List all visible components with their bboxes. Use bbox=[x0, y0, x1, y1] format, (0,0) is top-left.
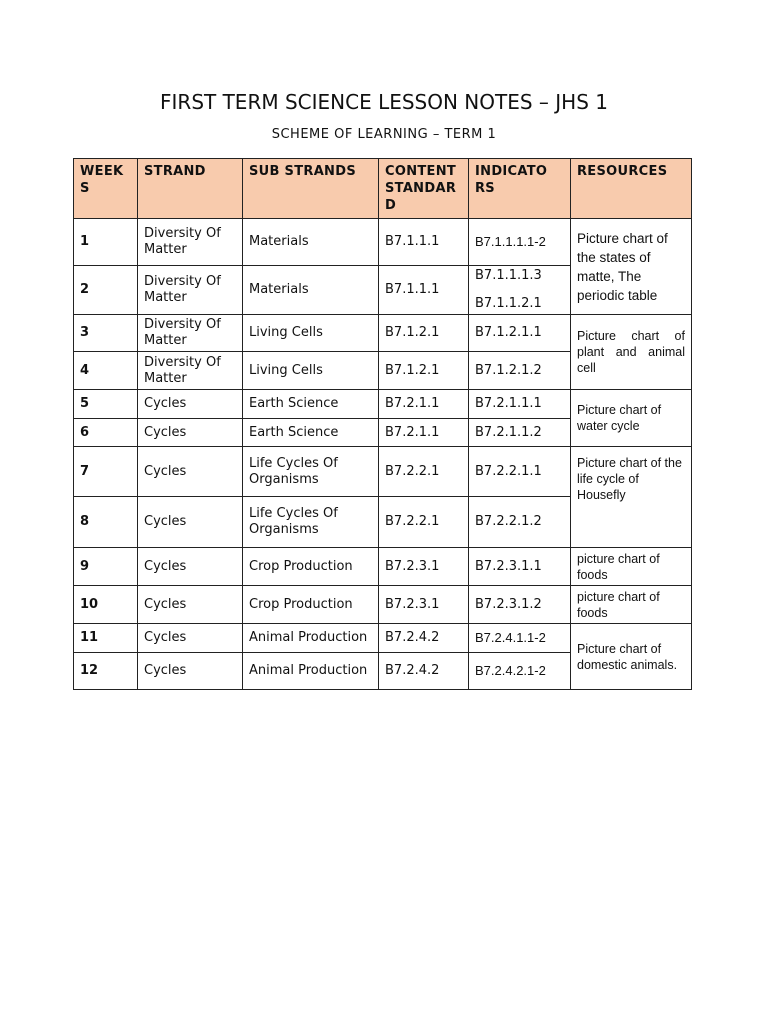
cell-week: 10 bbox=[74, 586, 138, 624]
cell-strand: Cycles bbox=[138, 419, 243, 447]
header-content-standard: CONTENT STANDAR D bbox=[379, 159, 469, 219]
cell-strand: Cycles bbox=[138, 447, 243, 497]
cell-sub-strand: Living Cells bbox=[243, 352, 379, 390]
cell-resources: Picture chart of plant and animal cell bbox=[571, 315, 692, 390]
cell-content-standard: B7.1.1.1 bbox=[379, 266, 469, 315]
cell-indicator: B7.2.2.1.1 bbox=[469, 447, 571, 497]
cell-indicator: B7.2.1.1.2 bbox=[469, 419, 571, 447]
cell-strand: Cycles bbox=[138, 390, 243, 419]
cell-content-standard: B7.2.4.2 bbox=[379, 653, 469, 690]
page-title: FIRST TERM SCIENCE LESSON NOTES – JHS 1 bbox=[160, 90, 608, 114]
cell-week: 5 bbox=[74, 390, 138, 419]
cell-sub-strand: Life Cycles Of Organisms bbox=[243, 497, 379, 548]
cell-strand: Cycles bbox=[138, 586, 243, 624]
cell-indicator: B7.1.2.1.2 bbox=[469, 352, 571, 390]
cell-indicator: B7.2.1.1.1 bbox=[469, 390, 571, 419]
cell-sub-strand: Earth Science bbox=[243, 390, 379, 419]
cell-week: 8 bbox=[74, 497, 138, 548]
cell-week: 7 bbox=[74, 447, 138, 497]
cell-resources: Picture chart of the states of matte, The periodic table bbox=[571, 219, 692, 315]
table-row bbox=[74, 586, 692, 624]
cell-sub-strand: Crop Production bbox=[243, 548, 379, 586]
cell-content-standard: B7.1.2.1 bbox=[379, 315, 469, 352]
cell-week: 11 bbox=[74, 624, 138, 653]
header-strand: STRAND bbox=[138, 159, 243, 219]
cell-strand: Cycles bbox=[138, 548, 243, 586]
cell-strand: Diversity Of Matter bbox=[138, 219, 243, 266]
cell-resources: picture chart of foods bbox=[571, 586, 692, 624]
cell-resources: Picture chart of the life cycle of Housefly bbox=[571, 447, 692, 548]
cell-content-standard: B7.2.1.1 bbox=[379, 390, 469, 419]
cell-strand: Cycles bbox=[138, 653, 243, 690]
indicator-line: B7.1.1.1.3 bbox=[475, 268, 542, 283]
cell-sub-strand: Animal Production bbox=[243, 624, 379, 653]
cell-strand: Diversity Of Matter bbox=[138, 315, 243, 352]
cell-resources: Picture chart of water cycle bbox=[571, 390, 692, 447]
header-resources: RESOURCES bbox=[571, 159, 692, 219]
header-indicators: INDICATO RS bbox=[469, 159, 571, 219]
cell-sub-strand: Materials bbox=[243, 219, 379, 266]
cell-week: 1 bbox=[74, 219, 138, 266]
cell-strand: Diversity Of Matter bbox=[138, 352, 243, 390]
cell-resources: Picture chart of domestic animals. bbox=[571, 624, 692, 690]
cell-week: 12 bbox=[74, 653, 138, 690]
header-sub-strands: SUB STRANDS bbox=[243, 159, 379, 219]
table-row bbox=[74, 447, 692, 497]
table-header-row bbox=[74, 159, 692, 219]
cell-sub-strand: Crop Production bbox=[243, 586, 379, 624]
cell-content-standard: B7.2.3.1 bbox=[379, 586, 469, 624]
cell-strand: Diversity Of Matter bbox=[138, 266, 243, 315]
table-row bbox=[74, 548, 692, 586]
cell-week: 9 bbox=[74, 548, 138, 586]
cell-indicator: B7.2.2.1.2 bbox=[469, 497, 571, 548]
table-row bbox=[74, 219, 692, 266]
indicator-line: B7.1.1.2.1 bbox=[475, 296, 542, 311]
cell-week: 4 bbox=[74, 352, 138, 390]
cell-content-standard: B7.2.2.1 bbox=[379, 447, 469, 497]
cell-indicator: B7.2.4.1.1-2 bbox=[469, 624, 571, 653]
cell-indicator bbox=[469, 266, 571, 315]
cell-indicator: B7.1.1.1.1-2 bbox=[469, 219, 571, 266]
scheme-of-learning-table bbox=[73, 158, 692, 690]
cell-sub-strand: Animal Production bbox=[243, 653, 379, 690]
cell-indicator: B7.2.3.1.2 bbox=[469, 586, 571, 624]
cell-content-standard: B7.2.3.1 bbox=[379, 548, 469, 586]
cell-sub-strand: Life Cycles Of Organisms bbox=[243, 447, 379, 497]
cell-content-standard: B7.2.2.1 bbox=[379, 497, 469, 548]
cell-week: 3 bbox=[74, 315, 138, 352]
cell-week: 2 bbox=[74, 266, 138, 315]
cell-content-standard: B7.2.4.2 bbox=[379, 624, 469, 653]
cell-content-standard: B7.1.2.1 bbox=[379, 352, 469, 390]
cell-indicator: B7.2.4.2.1-2 bbox=[469, 653, 571, 690]
cell-sub-strand: Earth Science bbox=[243, 419, 379, 447]
cell-content-standard: B7.2.1.1 bbox=[379, 419, 469, 447]
cell-resources: picture chart of foods bbox=[571, 548, 692, 586]
cell-strand: Cycles bbox=[138, 624, 243, 653]
cell-content-standard: B7.1.1.1 bbox=[379, 219, 469, 266]
cell-strand: Cycles bbox=[138, 497, 243, 548]
cell-indicator: B7.1.2.1.1 bbox=[469, 315, 571, 352]
cell-week: 6 bbox=[74, 419, 138, 447]
table-row bbox=[74, 624, 692, 653]
table-row bbox=[74, 390, 692, 419]
header-weeks: WEEK S bbox=[74, 159, 138, 219]
cell-sub-strand: Living Cells bbox=[243, 315, 379, 352]
page-subtitle: SCHEME OF LEARNING – TERM 1 bbox=[271, 127, 497, 142]
table-row bbox=[74, 315, 692, 352]
cell-indicator: B7.2.3.1.1 bbox=[469, 548, 571, 586]
cell-sub-strand: Materials bbox=[243, 266, 379, 315]
